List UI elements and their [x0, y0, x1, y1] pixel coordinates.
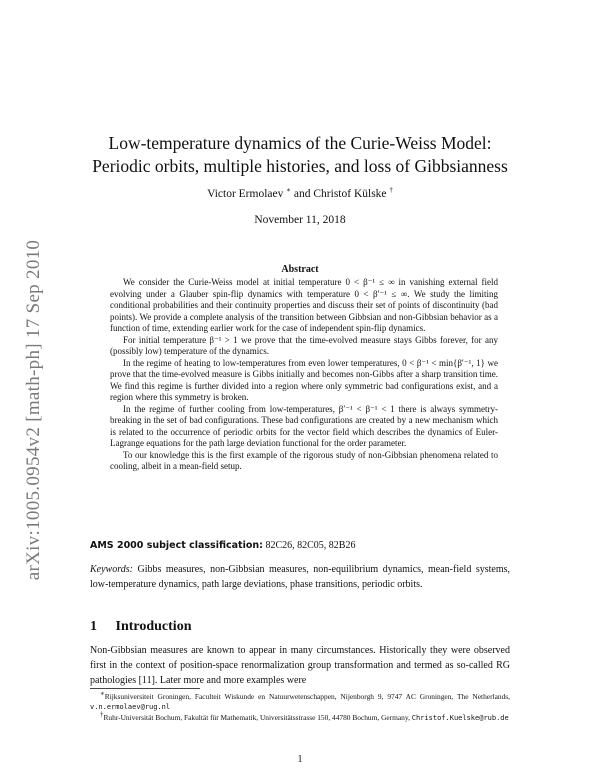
footnote2-text: Ruhr-Universität Bochum, Fakultät für Mathematik, Universitätsstrasse 150, 44780 Bochum, Germany, [103, 713, 412, 722]
abstract-paragraph: In the regime of further cooling from low-temperatures, β′⁻¹ < β⁻¹ < 1 there is always symmetry-breaking in the set of bad configurations. These bad configurations are created by a new mechanism which is related to the occurrence of periodic orbits for the vector field which describes the dynamics of Euler-Lagrange equations for the path large deviation functional for the order parameter. [110, 403, 498, 448]
footnote1-text: Rijksuniversiteit Groningen, Faculteit Wiskunde en Natuurwetenschappen, Nijenborgh 9, 9747 AC Groningen, The Netherlands, [104, 692, 510, 701]
introduction-text: Non-Gibbsian measures are known to appear in many circumstances. Historically they were observed first in the context of position-space renormalization group transformation and termed as so-called RG pathologies [11]. Later more and more examples were [90, 645, 510, 686]
paper-title [90, 132, 510, 178]
keywords-label: Keywords: [90, 564, 133, 575]
author2-footnote-mark: † [389, 186, 393, 195]
footnote2-mark: † [100, 710, 104, 719]
arxiv-identifier: arXiv:1005.0954v2 [math-ph] 17 Sep 2010 [23, 239, 44, 581]
keywords-text: Gibbs measures, non-Gibbsian measures, non-equilibrium dynamics, mean-field systems, low-temperature dynamics, path large deviations, phase transitions, periodic orbits. [90, 564, 510, 590]
footnote-1 [90, 689, 510, 712]
abstract-paragraph: We consider the Curie-Weiss model at initial temperature 0 < β⁻¹ ≤ ∞ in vanishing external field evolving under a Glauber spin-flip dynamics with temperature 0 < β′⁻¹ ≤ ∞. We study the limiting conditional probabilities and their continuity properties and discuss their set of points of discontinuity (bad points). We provide a complete analysis of the transition between Gibbsian and non-Gibbsian behavior as a function of time, extending earlier work for the case of independent spin-flip dynamics. [110, 277, 498, 333]
author-list [90, 188, 510, 200]
abstract-paragraph: In the regime of heating to low-temperatures from even lower temperatures, 0 < β⁻¹ < min{β′⁻¹, 1} we prove that the time-evolved measure is Gibbs initially and becomes non-Gibbs after a sharp transition time. We find this regime is further divided into a region where only symmetric bad configurations exist, and a region where this symmetry is broken. [110, 357, 498, 402]
abstract-body [110, 277, 498, 473]
footnote-2 [90, 710, 510, 723]
footnote-divider [90, 688, 200, 689]
abstract-paragraph: For initial temperature β⁻¹ > 1 we prove that the time-evolved measure stays Gibbs forever, for any (possibly low) temperature of the dynamics. [110, 334, 498, 356]
abstract-heading: Abstract [281, 264, 319, 275]
ams-classification [90, 540, 510, 551]
author1-footnote-mark: ∗ [286, 186, 292, 195]
section-number: 1 [90, 619, 97, 634]
page-number: 1 [297, 754, 303, 765]
author-kuelske: Christof Külske [313, 188, 387, 200]
section-heading-introduction [90, 619, 510, 635]
arxiv-side-stamp [14, 220, 54, 600]
section-title: Introduction [115, 619, 192, 634]
footnote2-email-link[interactable]: Christof.Kuelske@rub.de [411, 714, 509, 722]
ams-codes: 82C26, 82C05, 82B26 [265, 540, 356, 551]
abstract-paragraph: To our knowledge this is the first example of the rigorous study of non-Gibbsian phenomena related to cooling, albeit in a mean-field setup. [110, 449, 498, 471]
title-line-1: Low-temperature dynamics of the Curie-Weiss Model: [108, 133, 492, 153]
authors-conjunction: and [293, 188, 314, 200]
publication-date: November 11, 2018 [254, 214, 346, 226]
footnote1-email-link[interactable]: v.n.ermolaev@rug.nl [90, 703, 171, 711]
footnotes [90, 689, 510, 724]
keywords [90, 562, 510, 592]
footnote1-mark: ∗ [100, 689, 105, 698]
title-line-2: Periodic orbits, multiple histories, and loss of Gibbsianness [92, 156, 508, 176]
ams-label: AMS 2000 subject classification: [90, 540, 263, 551]
author-ermolaev: Victor Ermolaev [207, 188, 284, 200]
paper-page [90, 0, 510, 776]
